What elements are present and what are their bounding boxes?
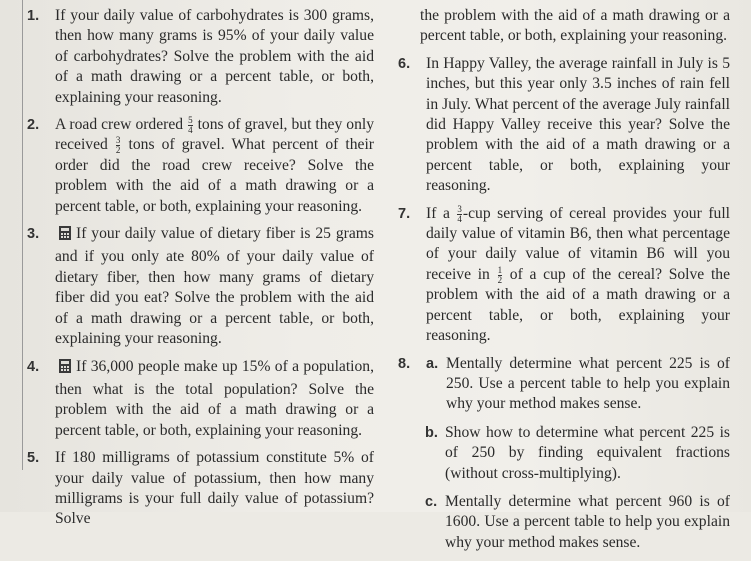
problem-3	[27, 224, 374, 349]
problem-number: 7.	[398, 205, 411, 222]
part-letter: b.	[425, 424, 438, 441]
denominator: 2	[115, 145, 121, 156]
problem-6	[398, 54, 730, 197]
left-column	[27, 6, 374, 537]
problem-number: 8.	[398, 355, 411, 372]
problem-number: 6.	[398, 55, 411, 72]
problem-number: 5.	[27, 450, 40, 467]
problem-8	[398, 354, 730, 554]
problem-8c	[425, 492, 730, 553]
right-column	[398, 6, 730, 561]
fraction	[188, 116, 193, 135]
problem-text: tons of gravel, but they only received	[55, 116, 374, 154]
calculator-icon	[57, 225, 73, 247]
problem-text: If 36,000 people make up 15% of a population, then what is the total population? Solve the problem with the aid of a math drawing or a percent table, or both, explaining your reasoning.	[55, 357, 374, 439]
problem-text: Mentally determine what percent 225 is of 250. Use a percent table to help you explain why your method makes sense.	[446, 354, 730, 413]
fraction	[498, 266, 503, 285]
problem-text: -cup serving of cereal provides your full daily value of vitamin B6, then what percentage of your daily value of vitamin B6 will you receive in	[426, 204, 730, 283]
denominator: 4	[457, 213, 462, 224]
problem-text: If your daily value of carbohydrates is 300 grams, then how many grams is 95% of your daily value of carbohydrates? Solve the problem with the aid of a math drawing or a percent table, or both, explaining your reasoning.	[55, 7, 374, 106]
part-letter: c.	[425, 493, 438, 510]
problem-5-continuation	[398, 6, 730, 47]
problem-text: If 180 milligrams of potassium constitute 5% of your daily value of potassium, then how many milligrams is your full daily value of potassium? Solve	[55, 449, 374, 528]
part-letter: a.	[426, 355, 439, 372]
problem-number: 3.	[27, 226, 40, 243]
problem-8b	[425, 423, 730, 484]
problem-number: 2.	[27, 117, 40, 134]
problem-text: If your daily value of dietary fiber is 25 grams and if you only ate 80% of your daily value of dietary fiber, then how many grams of dietary fiber did you eat? Solve the problem with the aid of a math drawing or a percent table, or both, explaining your reasoning.	[55, 225, 374, 348]
margin-rule	[22, 0, 23, 470]
problem-text: Mentally determine what percent 960 is of 1600. Use a percent table to help you explain why your method makes sense.	[445, 492, 730, 551]
problem-text: If a	[426, 204, 457, 222]
problem-text: the problem with the aid of a math drawing or a percent table, or both, explaining your reasoning.	[420, 7, 730, 45]
calculator-icon	[57, 358, 73, 380]
numerator: 5	[188, 115, 193, 126]
numerator: 1	[497, 264, 503, 275]
fraction	[116, 136, 121, 155]
problem-1	[27, 6, 374, 108]
problem-number: 4.	[27, 358, 40, 375]
denominator: 2	[497, 274, 503, 285]
problem-4	[27, 357, 374, 442]
problem-7	[398, 204, 730, 347]
problem-8a	[426, 354, 730, 415]
problem-text: A road crew ordered	[55, 116, 188, 134]
problem-text: tons of gravel. What percent of their order did the road crew receive? Solve the problem with the aid of a math drawing or a percent table, or both, explaining your reasoning.	[55, 136, 374, 215]
problem-text: Show how to determine what percent 225 is of 250 by finding equivalent fractions (without cross-multiplying).	[445, 423, 730, 482]
problem-5	[27, 448, 374, 530]
fraction	[457, 205, 462, 224]
problem-2	[27, 115, 374, 217]
problem-text: of a cup of the cereal? Solve the problem with the aid of a math drawing or a percent table, or both, explaining your reasoning.	[426, 265, 730, 345]
numerator: 3	[457, 203, 462, 214]
problem-number: 1.	[27, 8, 40, 24]
numerator: 3	[115, 135, 121, 146]
problem-text: In Happy Valley, the average rainfall in July is 5 inches, but this year only 3.5 inches of rain fell in July. What percent of the average July rainfall did Happy Valley receive this year? Solve the problem with the aid of a math drawing or a percent table, or both, explaining your reasoning.	[426, 54, 730, 195]
denominator: 4	[188, 125, 193, 136]
